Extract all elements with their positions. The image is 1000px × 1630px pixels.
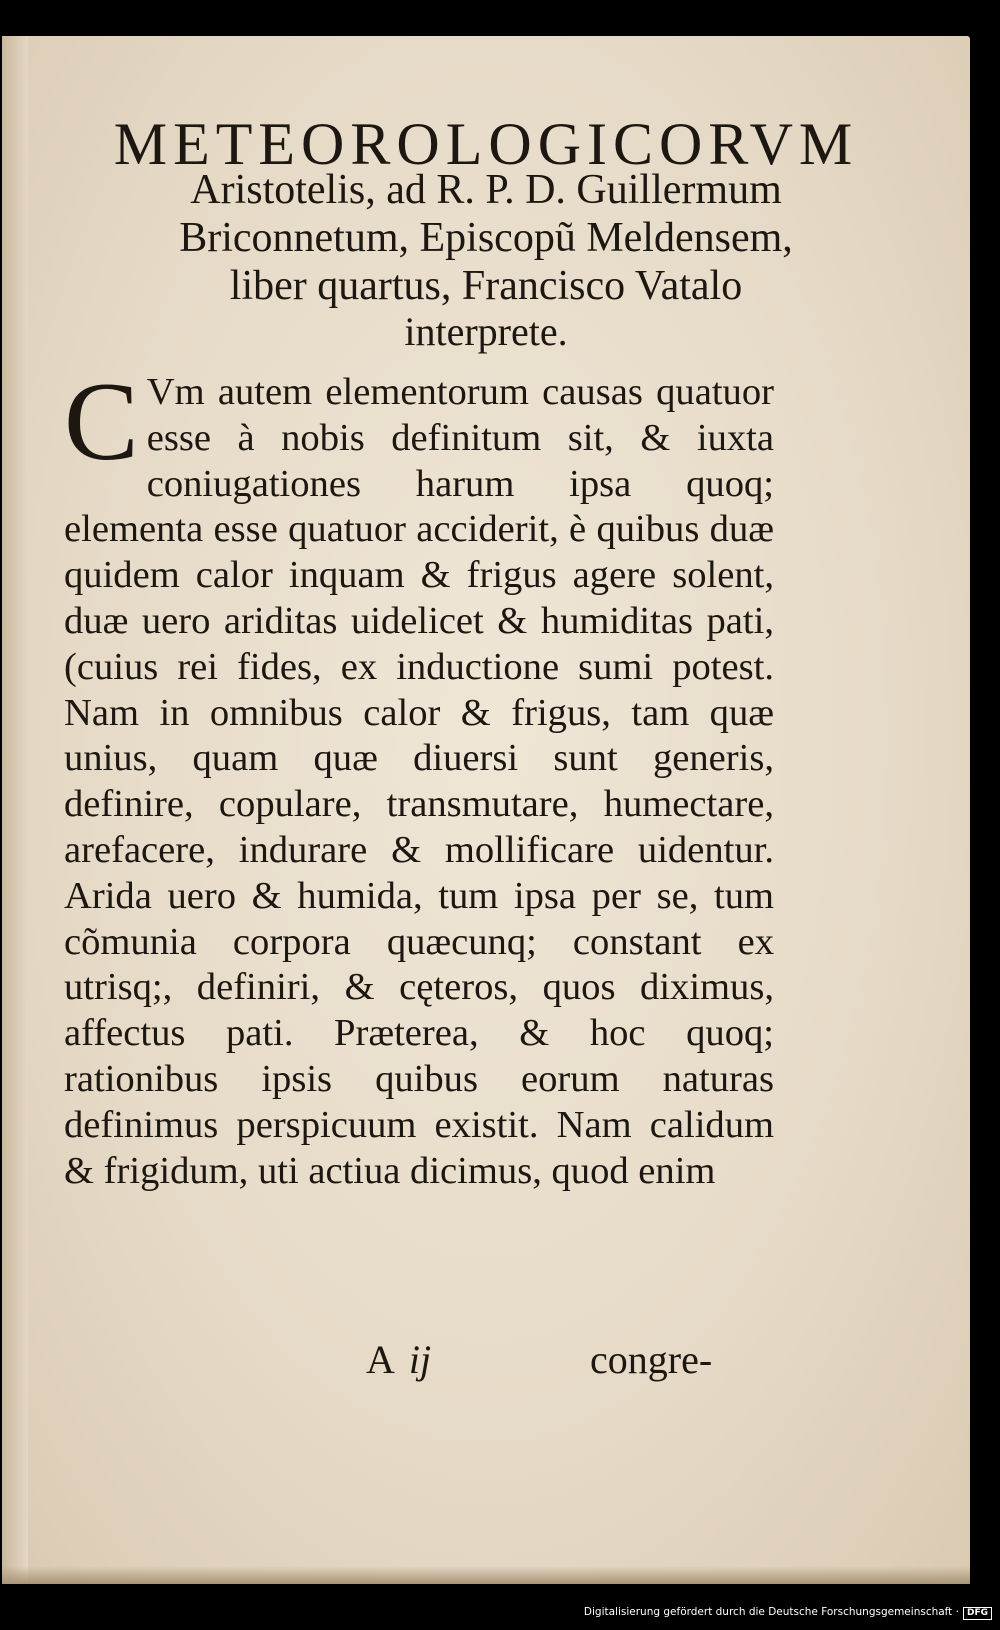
body-paragraph: Vm autem elementorum causas quatuor esse à nobis definitum sit, & iuxta coniugationes harum ipsa quoq; elementa esse quatuor acciderit, è quibus duæ quidem calor inquam & frigus agere solent, duæ uero ariditas uidelicet & humiditas pati, (cuius rei fides, ex inductione sumi potest. Nam in omnibus calor & frigus, tam quæ unius, quam quæ diuersi sunt generis, definire, copulare, transmutare, humectare, arefacere, indurare & mollificare uidentur. Arida uero & humida, tum ipsa per se, tum cõmunia corpora quæcunq; constant ex utrisq;, definiri, & cęteros, quos diximus, affectus pati. Præterea, & hoc quoq; rationibus ipsis quibus eorum naturas definimus perspicuum existit. Nam calidum & frigidum, uti actiua dicimus, quod enim [64, 371, 774, 1192]
footer-credit-text: Digitalisierung gefördert durch die Deutsche Forschungsgemeinschaft · [583, 1606, 959, 1618]
footer-credit [584, 1606, 992, 1620]
book-page [2, 36, 970, 1584]
title-line-5: interprete. [404, 309, 568, 354]
signature-mark [366, 1336, 431, 1383]
title-line-4: liber quartus, Francisco Vatalo [229, 263, 743, 309]
title-line-2: Aristotelis, ad R. P. D. Guillermum [190, 167, 782, 213]
signature-letter: A [366, 1337, 395, 1382]
title-line-1: METEOROLOGICORVM [113, 111, 859, 177]
catchword: congre- [590, 1337, 713, 1382]
title-line-3: Briconnetum, Episcopũ Meldensem, [179, 215, 793, 261]
page-edge-shadow [2, 1566, 970, 1584]
signature-number: ij [408, 1337, 432, 1382]
body-text [64, 360, 774, 1194]
drop-capital: C [64, 360, 139, 484]
dfg-logo: DFG [963, 1607, 992, 1620]
